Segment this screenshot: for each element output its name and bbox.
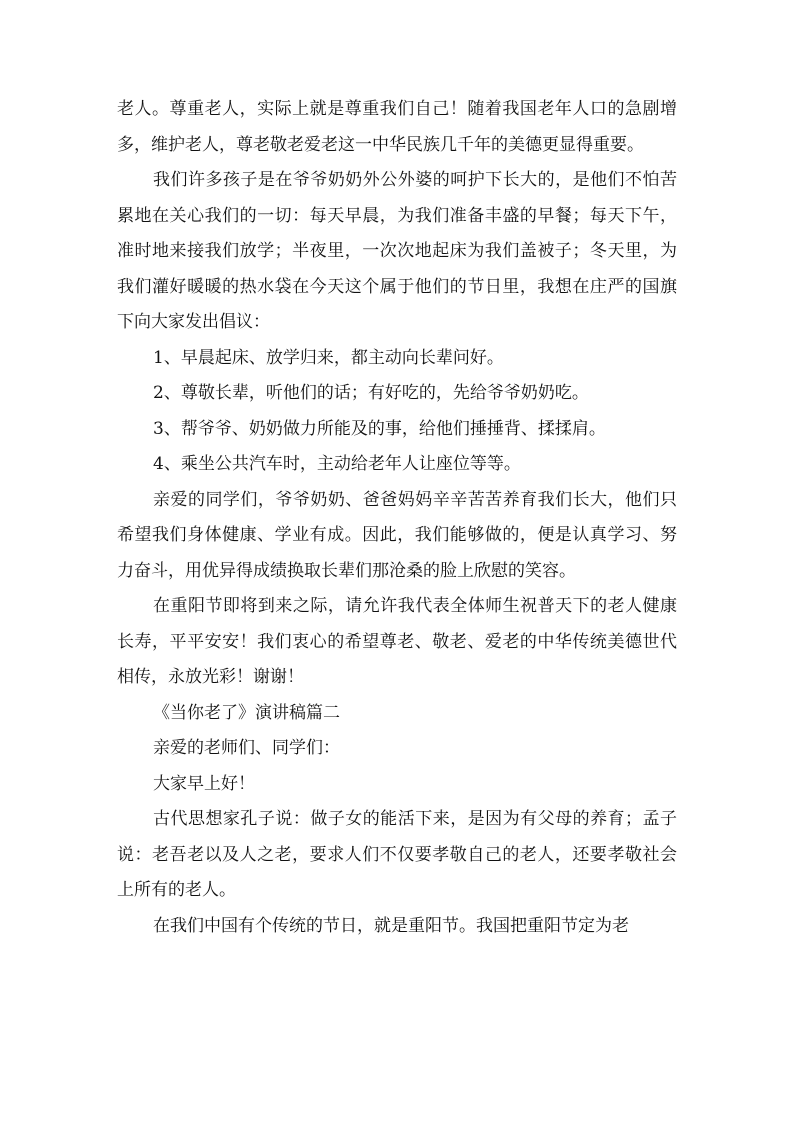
- paragraph-continuation: 老人。尊重老人，实际上就是尊重我们自己！随着我国老年人口的急剧增多，维护老人，尊老敬老爱老这一中华民族几千年的美德更显得重要。: [117, 99, 677, 155]
- salutation: 亲爱的老师们、同学们：: [153, 738, 340, 758]
- proposal-item-4: 4、乘坐公共汽车时，主动给老年人让座位等等。: [153, 454, 521, 474]
- document-body: [117, 92, 677, 944]
- paragraph-double-ninth: 在我们中国有个传统的节日，就是重阳节。我国把重阳节定为老: [153, 915, 629, 936]
- proposal-item-2: 2、尊敬长辈，听他们的话；有好吃的，先给爷爷奶奶吃。: [153, 383, 589, 403]
- proposal-item-3: 3、帮爷爷、奶奶做力所能及的事，给他们捶捶背、揉揉肩。: [153, 418, 606, 439]
- proposal-item-1: 1、早晨起床、放学归来，都主动向长辈问好。: [153, 347, 504, 368]
- paragraph-classmates: 亲爱的同学们，爷爷奶奶、爸爸妈妈辛辛苦苦养育我们长大，他们只希望我们身体健康、学业有成。因此，我们能够做的，便是认真学习、努力奋斗，用优异得成绩换取长辈们那沧桑的脸上欣慰的笑容。: [117, 489, 677, 581]
- section-heading: 《当你老了》演讲稿篇二: [153, 702, 340, 723]
- greeting: 大家早上好！: [153, 773, 255, 794]
- paragraph-closing-wishes: 在重阳节即将到来之际，请允许我代表全体师生祝普天下的老人健康长寿，平平安安！我们衷心的希望尊老、敬老、爱老的中华传统美德世代相传，永放光彩！谢谢！: [117, 596, 677, 687]
- paragraph-confucius: 古代思想家孔子说：做子女的能活下来，是因为有父母的养育；孟子说：老吾老以及人之老，要求人们不仅要孝敬自己的老人，还要孝敬社会上所有的老人。: [117, 809, 677, 900]
- paragraph-grandparents-care: 我们许多孩子是在爷爷奶奶外公外婆的呵护下长大的，是他们不怕苦累地在关心我们的一切：每天早晨，为我们准备丰盛的早餐；每天下午，准时地来接我们放学；半夜里，一次次地起床为我们盖被子；冬天里，为我们灌好暖暖的热水袋在今天这个属于他们的节日里，我想在庄严的国旗下向大家发出倡议：: [117, 170, 677, 332]
